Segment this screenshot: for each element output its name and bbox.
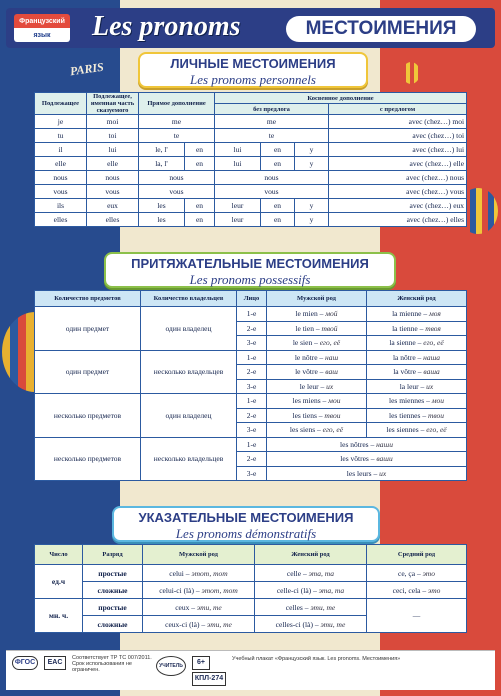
pronoun: les siens bbox=[289, 425, 316, 435]
table-cell: y bbox=[295, 199, 329, 213]
pronoun: ceci, cela bbox=[392, 585, 421, 595]
table-row bbox=[35, 437, 467, 452]
pronoun: la mienne bbox=[392, 309, 422, 319]
pronoun: les tiens bbox=[292, 410, 317, 420]
fem-cell: la mienne – моя bbox=[367, 307, 467, 322]
kind-cell: простые bbox=[83, 599, 143, 616]
col-owners: Количество владельцев bbox=[141, 291, 237, 307]
pronoun: la nôtre bbox=[392, 352, 416, 362]
masc-cell: le mien – мой bbox=[267, 307, 367, 322]
pronoun: celle-ci (là) bbox=[276, 585, 312, 595]
section-personnels-title-ru: ЛИЧНЫЕ МЕСТОИМЕНИЯ bbox=[170, 56, 336, 71]
person-cell: 2-е bbox=[237, 452, 267, 467]
owners-cell: один владелец bbox=[141, 394, 237, 438]
fem-cell: celles – эти, те bbox=[255, 599, 367, 616]
table-row bbox=[35, 350, 467, 365]
table-cell: elle bbox=[35, 157, 87, 171]
col-neut-d: Средний род bbox=[367, 545, 467, 565]
pronoun: ceux bbox=[175, 602, 190, 612]
table-cell: tu bbox=[35, 129, 87, 143]
plural-cell: les vôtres – ваши bbox=[267, 452, 467, 467]
person-cell: 1-е bbox=[237, 350, 267, 365]
pronoun: la tienne bbox=[392, 323, 418, 333]
footer-info: Учебный плакат «Французский язык. Les pronoms. Местоимения» bbox=[232, 656, 401, 662]
table-cell: les bbox=[139, 199, 185, 213]
table-row bbox=[35, 129, 467, 143]
person-cell: 3-е bbox=[237, 423, 267, 438]
neut-cell: ceci, cela – это bbox=[367, 582, 467, 599]
pronoun: les miennes bbox=[389, 396, 425, 406]
translation: эти, те bbox=[320, 619, 346, 629]
section-demonstratifs-title-ru: УКАЗАТЕЛЬНЫЕ МЕСТОИМЕНИЯ bbox=[138, 510, 354, 525]
pronoun: la leur bbox=[399, 381, 419, 391]
table-cell: elle bbox=[87, 157, 139, 171]
fem-cell: celles-ci (là) – эти, те bbox=[255, 616, 367, 633]
table-cell: y bbox=[295, 213, 329, 227]
col-fem-d: Женский род bbox=[255, 545, 367, 565]
fem-cell: celle-ci (là) – эта, та bbox=[255, 582, 367, 599]
fem-cell: celle – эта, та bbox=[255, 565, 367, 582]
translation: его, её bbox=[426, 425, 447, 435]
table-cell: nous bbox=[35, 171, 87, 185]
table-cell: lui bbox=[87, 143, 139, 157]
neut-cell: — bbox=[367, 599, 467, 633]
masc-cell: le sien – его, её bbox=[267, 336, 367, 351]
masc-cell: les siens – его, её bbox=[267, 423, 367, 438]
table-cell: avec (chez…) elles bbox=[329, 213, 467, 227]
person-cell: 2-е bbox=[237, 365, 267, 380]
table-row bbox=[35, 394, 467, 409]
fem-cell: la sienne – его, её bbox=[367, 336, 467, 351]
table-cell: vous bbox=[35, 185, 87, 199]
kind-cell: сложные bbox=[83, 616, 143, 633]
plural-cell: les nôtres – наши bbox=[267, 437, 467, 452]
pronoun: celles-ci (là) bbox=[275, 619, 313, 629]
translation: мой bbox=[325, 309, 338, 319]
translation: его, её bbox=[322, 425, 344, 435]
table-cell: nous bbox=[215, 171, 329, 185]
translation: ваша bbox=[423, 367, 440, 377]
translation: мои bbox=[328, 396, 341, 406]
pronoun: celle bbox=[286, 568, 302, 578]
table-cell: leur bbox=[215, 199, 261, 213]
table-row bbox=[35, 199, 467, 213]
number-cell: ед.ч bbox=[35, 565, 83, 599]
fem-cell: la leur – их bbox=[367, 379, 467, 394]
masc-cell: le leur – их bbox=[267, 379, 367, 394]
fem-cell: la tienne – твоя bbox=[367, 321, 467, 336]
possessifs-table bbox=[34, 290, 467, 481]
translation: эти, те bbox=[310, 602, 336, 612]
table-cell: me bbox=[139, 115, 215, 129]
masc-cell: ceux-ci (là) – эти, те bbox=[143, 616, 255, 633]
language-badge bbox=[14, 14, 70, 42]
pronoun: ce, ça bbox=[398, 568, 416, 578]
section-personnels-header bbox=[138, 52, 368, 88]
translation: его, её bbox=[423, 338, 444, 348]
fem-cell: les tiennes – твои bbox=[367, 408, 467, 423]
table-cell: en bbox=[261, 199, 295, 213]
translation: наши bbox=[376, 439, 393, 449]
table-cell: toi bbox=[87, 129, 139, 143]
table-row bbox=[35, 599, 467, 616]
pronoun: les tiennes bbox=[388, 410, 421, 420]
pronoun: les siennes bbox=[386, 425, 419, 435]
translation: эта, та bbox=[318, 585, 345, 595]
age-badge: 6+ bbox=[192, 656, 210, 670]
table-cell: moi bbox=[87, 115, 139, 129]
objects-cell: один предмет bbox=[35, 350, 141, 394]
col-direct: Прямое дополнение bbox=[139, 93, 215, 115]
table-cell: en bbox=[185, 157, 215, 171]
plural-cell: les leurs – их bbox=[267, 466, 467, 481]
masc-cell: le vôtre – ваш bbox=[267, 365, 367, 380]
language-badge-line1: Французский bbox=[14, 14, 70, 28]
masc-cell: celui-ci (là) – этот, тот bbox=[143, 582, 255, 599]
objects-cell: один предмет bbox=[35, 307, 141, 351]
translation: эта, та bbox=[308, 568, 335, 578]
table-row bbox=[35, 115, 467, 129]
table-cell: y bbox=[295, 157, 329, 171]
translation: эти, те bbox=[196, 602, 222, 612]
person-cell: 1-е bbox=[237, 307, 267, 322]
col-indirect: Косвенное дополнение bbox=[215, 93, 467, 104]
translation: этот, тот bbox=[201, 585, 238, 595]
pronoun: le nôtre bbox=[294, 352, 318, 362]
translation: это bbox=[428, 585, 441, 595]
table-cell: je bbox=[35, 115, 87, 129]
translation: эти, те bbox=[206, 619, 232, 629]
col-without-prep: без предлога bbox=[215, 104, 329, 115]
fgos-logo: ФГОС bbox=[12, 656, 38, 670]
pronoun: celui-ci (là) bbox=[159, 585, 194, 595]
table-cell: avec (chez…) vous bbox=[329, 185, 467, 199]
table-row bbox=[35, 565, 467, 582]
translation: ваш bbox=[325, 367, 338, 377]
balloon-top bbox=[402, 62, 420, 84]
translation: наш bbox=[325, 352, 339, 362]
table-cell: en bbox=[261, 143, 295, 157]
person-cell: 2-е bbox=[237, 321, 267, 336]
table-cell: avec (chez…) lui bbox=[329, 143, 467, 157]
table-cell: lui bbox=[215, 143, 261, 157]
translation: ваши bbox=[376, 454, 393, 464]
table-cell: avec (chez…) moi bbox=[329, 115, 467, 129]
table-cell: y bbox=[295, 143, 329, 157]
table-row bbox=[35, 213, 467, 227]
publisher-logo: УЧИТЕЛЬ bbox=[156, 656, 186, 676]
fem-cell: la vôtre – ваша bbox=[367, 365, 467, 380]
owners-cell: несколько владельцев bbox=[141, 350, 237, 394]
col-masc: Мужской род bbox=[267, 291, 367, 307]
table-row bbox=[35, 157, 467, 171]
section-demonstratifs-header bbox=[112, 506, 380, 542]
masc-cell: celui – этот, тот bbox=[143, 565, 255, 582]
table-cell: en bbox=[185, 213, 215, 227]
translation: твои bbox=[324, 410, 341, 420]
col-number: Число bbox=[35, 545, 83, 565]
translation: это bbox=[422, 568, 435, 578]
table-cell: te bbox=[215, 129, 329, 143]
table-cell: le, l' bbox=[139, 143, 185, 157]
table-cell: en bbox=[261, 213, 295, 227]
pronoun: le sien bbox=[292, 338, 313, 348]
table-row bbox=[35, 582, 467, 599]
masc-cell: le nôtre – наш bbox=[267, 350, 367, 365]
fem-cell: les siennes – его, её bbox=[367, 423, 467, 438]
table-cell: lui bbox=[215, 157, 261, 171]
table-cell: vous bbox=[139, 185, 215, 199]
translation: мои bbox=[431, 396, 444, 406]
col-masc-d: Мужской род bbox=[143, 545, 255, 565]
table-cell: les bbox=[139, 213, 185, 227]
table-cell: il bbox=[35, 143, 87, 157]
fem-cell: les miennes – мои bbox=[367, 394, 467, 409]
table-cell: en bbox=[185, 199, 215, 213]
table-row bbox=[35, 171, 467, 185]
translation: твои bbox=[427, 410, 445, 420]
table-cell: nous bbox=[139, 171, 215, 185]
table-cell: vous bbox=[87, 185, 139, 199]
table-cell: elles bbox=[87, 213, 139, 227]
section-possessifs-title-ru: ПРИТЯЖАТЕЛЬНЫЕ МЕСТОИМЕНИЯ bbox=[131, 256, 369, 271]
person-cell: 3-е bbox=[237, 336, 267, 351]
page-title-fr: Les pronoms bbox=[92, 11, 241, 42]
demonstratifs-table bbox=[34, 544, 467, 633]
personnels-table bbox=[34, 92, 467, 227]
translation: этот, тот bbox=[191, 568, 228, 578]
person-cell: 3-е bbox=[237, 379, 267, 394]
col-person: Лицо bbox=[237, 291, 267, 307]
translation: твоя bbox=[425, 323, 441, 333]
pronoun: les nôtres bbox=[340, 439, 369, 449]
objects-cell: несколько предметов bbox=[35, 437, 141, 481]
pronoun: le vôtre bbox=[295, 367, 318, 377]
masc-cell: les miens – мои bbox=[267, 394, 367, 409]
pronoun: les leurs bbox=[346, 468, 372, 478]
number-cell: мн. ч. bbox=[35, 599, 83, 633]
table-cell: elles bbox=[35, 213, 87, 227]
owners-cell: один владелец bbox=[141, 307, 237, 351]
owners-cell: несколько владельцев bbox=[141, 437, 237, 481]
person-cell: 1-е bbox=[237, 394, 267, 409]
pronoun: celui bbox=[169, 568, 184, 578]
kind-cell: сложные bbox=[83, 582, 143, 599]
person-cell: 3-е bbox=[237, 466, 267, 481]
table-cell: en bbox=[185, 143, 215, 157]
table-cell: ils bbox=[35, 199, 87, 213]
kind-cell: простые bbox=[83, 565, 143, 582]
table-cell: leur bbox=[215, 213, 261, 227]
masc-cell: le tien – твой bbox=[267, 321, 367, 336]
pronoun: le mien bbox=[295, 309, 318, 319]
translation: наша bbox=[423, 352, 441, 362]
pronoun: la sienne bbox=[389, 338, 416, 348]
table-cell: avec (chez…) toi bbox=[329, 129, 467, 143]
table-cell: vous bbox=[215, 185, 329, 199]
table-cell: avec (chez…) nous bbox=[329, 171, 467, 185]
translation: его, её bbox=[319, 338, 341, 348]
code-badge: КПЛ-274 bbox=[192, 672, 226, 686]
translation: их bbox=[326, 381, 334, 391]
table-cell: nous bbox=[87, 171, 139, 185]
person-cell: 1-е bbox=[237, 437, 267, 452]
fem-cell: la nôtre – наша bbox=[367, 350, 467, 365]
section-personnels-title-fr: Les pronoms personnels bbox=[190, 72, 316, 87]
person-cell: 2-е bbox=[237, 408, 267, 423]
col-objects: Количество предметов bbox=[35, 291, 141, 307]
objects-cell: несколько предметов bbox=[35, 394, 141, 438]
table-cell: me bbox=[215, 115, 329, 129]
table-cell: la, l' bbox=[139, 157, 185, 171]
pronoun: le leur bbox=[299, 381, 319, 391]
language-badge-line2: язык bbox=[14, 28, 70, 42]
table-cell: avec (chez…) eux bbox=[329, 199, 467, 213]
section-possessifs-header bbox=[104, 252, 396, 288]
pronoun: ceux-ci (là) bbox=[165, 619, 200, 629]
table-cell: eux bbox=[87, 199, 139, 213]
pronoun: les vôtres bbox=[340, 454, 369, 464]
eac-logo: EAC bbox=[44, 656, 66, 670]
conformity-text: Соответствует ТР ТС 007/2011. Срок использования не ограничен. bbox=[72, 655, 152, 673]
table-cell: en bbox=[261, 157, 295, 171]
col-subject: Подлежащее bbox=[35, 93, 87, 115]
section-demonstratifs-title-fr: Les pronoms démonstratifs bbox=[175, 526, 317, 541]
col-kind: Разряд bbox=[83, 545, 143, 565]
masc-cell: les tiens – твои bbox=[267, 408, 367, 423]
pronoun: la vôtre bbox=[393, 367, 416, 377]
table-cell: te bbox=[139, 129, 215, 143]
table-cell: avec (chez…) elle bbox=[329, 157, 467, 171]
pronoun: celles bbox=[285, 602, 303, 612]
translation: их bbox=[379, 468, 387, 478]
translation: моя bbox=[428, 309, 441, 319]
neut-cell: ce, ça – это bbox=[367, 565, 467, 582]
table-row bbox=[35, 185, 467, 199]
page-title-ru: МЕСТОИМЕНИЯ bbox=[286, 16, 476, 42]
col-fem: Женский род bbox=[367, 291, 467, 307]
table-row bbox=[35, 307, 467, 322]
table-row bbox=[35, 143, 467, 157]
col-with-prep: с предлогом bbox=[329, 104, 467, 115]
paris-label: PARIS bbox=[69, 59, 105, 79]
pronoun: le tien bbox=[295, 323, 314, 333]
translation: их bbox=[426, 381, 434, 391]
pronoun: les miens bbox=[292, 396, 321, 406]
masc-cell: ceux – эти, те bbox=[143, 599, 255, 616]
col-nominal: Подлежащее, именная часть сказуемого bbox=[87, 93, 139, 115]
section-possessifs-title-fr: Les pronoms possessifs bbox=[189, 272, 311, 287]
translation: твой bbox=[321, 323, 338, 333]
